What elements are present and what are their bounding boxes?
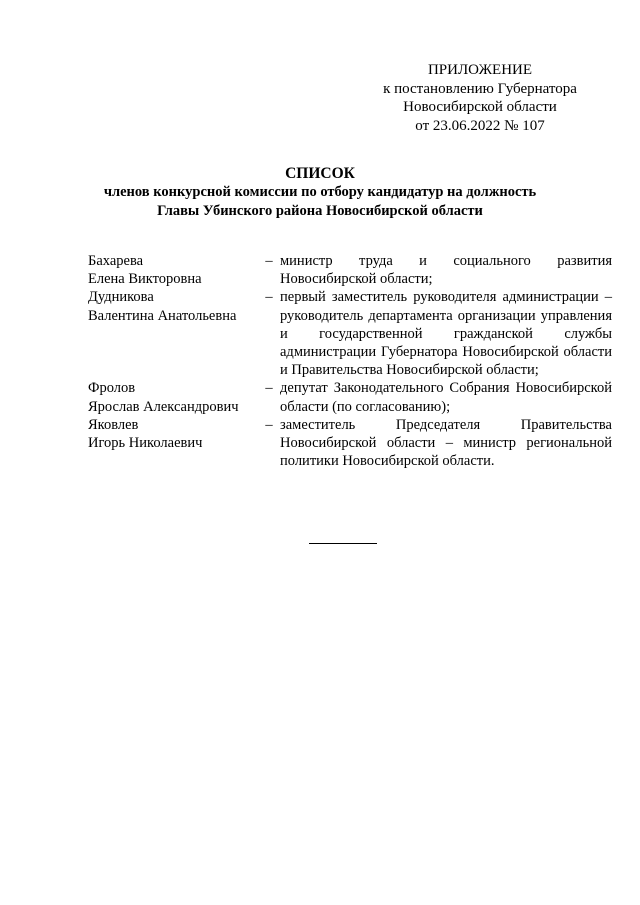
member-position: первый заместитель руководителя администрации – руководитель департамента организации управления и государственной гражданской службы администрации Губернатора Новосибирской области и Правительства Новосибирской области; bbox=[280, 289, 612, 379]
annex-reference: к постановлению Губернатора bbox=[383, 80, 577, 97]
member-name bbox=[88, 252, 258, 288]
member-dash: – bbox=[265, 416, 273, 433]
member-dash: – bbox=[265, 253, 273, 269]
member-given-names: Валентина Анатольевна bbox=[88, 307, 237, 324]
member-row bbox=[88, 252, 612, 288]
member-name bbox=[88, 379, 258, 415]
member-given-names: Игорь Николаевич bbox=[88, 435, 203, 452]
member-position: министр труда и социального развития Новосибирской области; bbox=[280, 253, 612, 288]
document-subtitle bbox=[0, 183, 640, 221]
member-name bbox=[88, 288, 258, 379]
member-dash: – bbox=[265, 289, 273, 306]
member-surname: Яковлев bbox=[88, 416, 139, 433]
member-row bbox=[88, 416, 612, 471]
subtitle-line-1: членов конкурсной комиссии по отбору кандидатур на должность bbox=[103, 184, 537, 200]
member-dash: – bbox=[265, 380, 273, 397]
annex-region: Новосибирской области bbox=[403, 99, 557, 115]
member-surname: Бахарева bbox=[88, 253, 144, 269]
subtitle-line-2: Главы Убинского района Новосибирской области bbox=[157, 203, 483, 219]
member-name bbox=[88, 416, 258, 471]
member-row bbox=[88, 288, 612, 379]
annex-title: ПРИЛОЖЕНИЕ bbox=[427, 62, 533, 78]
annex-date-number: от 23.06.2022 № 107 bbox=[415, 117, 545, 134]
member-position: депутат Законодательного Собрания Новосибирской области (по согласованию); bbox=[280, 380, 612, 415]
annex-header bbox=[360, 61, 600, 135]
member-given-names: Елена Викторовна bbox=[88, 271, 202, 288]
member-given-names: Ярослав Александрович bbox=[88, 398, 239, 415]
members-list bbox=[88, 252, 612, 470]
closing-rule bbox=[309, 543, 377, 544]
member-position: заместитель Председателя Правительства Новосибирской области – министр региональной политики Новосибирской области. bbox=[280, 416, 612, 470]
member-surname: Дудникова bbox=[88, 289, 154, 306]
member-surname: Фролов bbox=[88, 380, 136, 397]
member-row bbox=[88, 379, 612, 415]
document-title: СПИСОК bbox=[285, 165, 355, 182]
